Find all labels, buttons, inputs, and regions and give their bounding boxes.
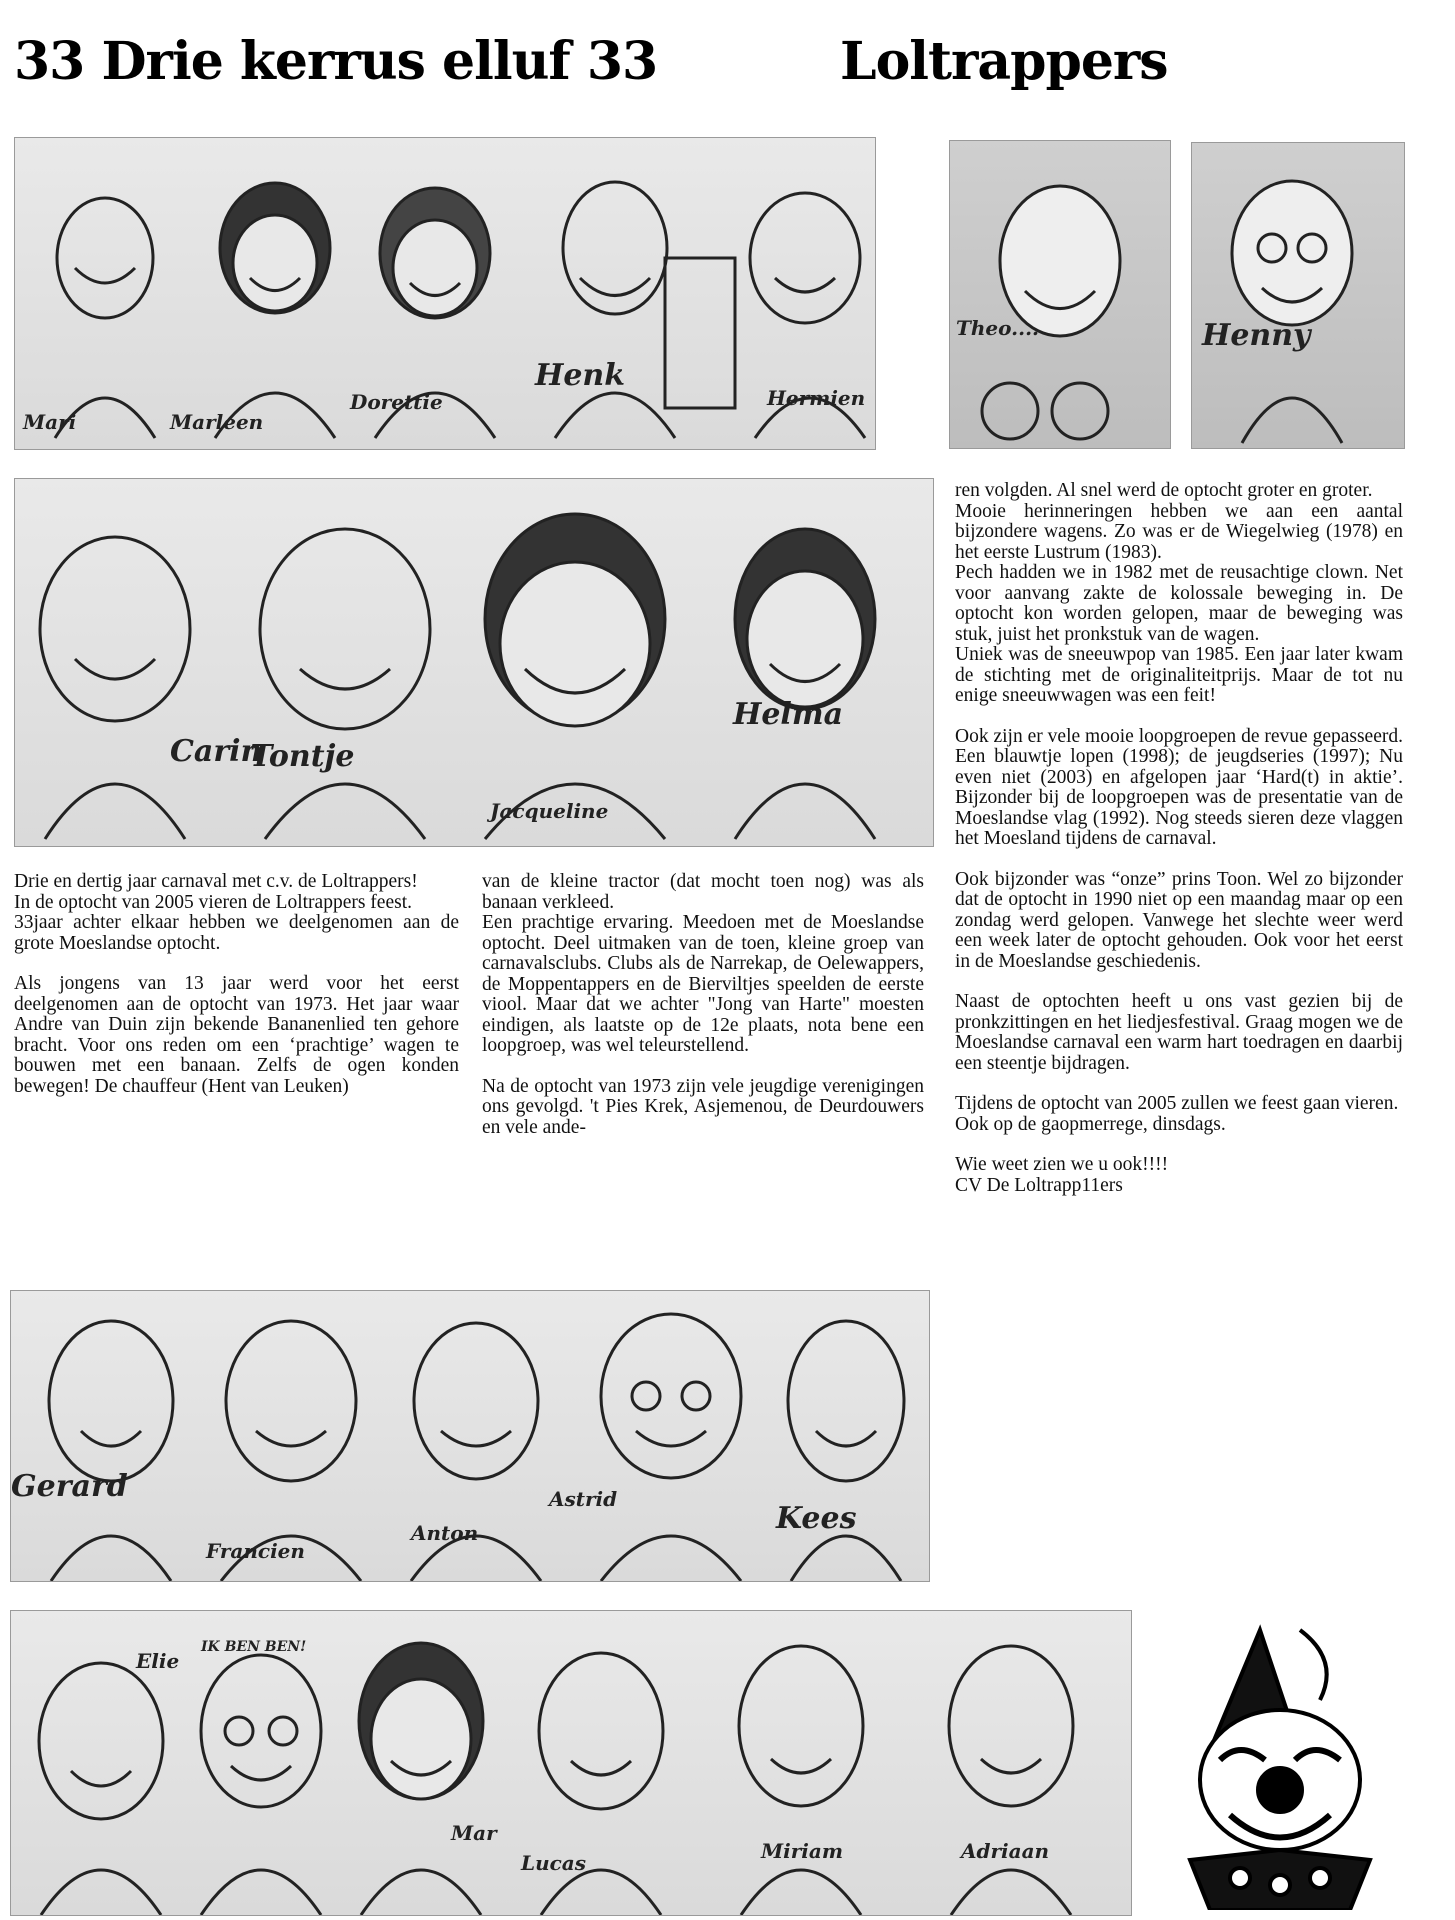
article-column-1 <box>14 872 459 1117</box>
paragraph: Een prachtige ervaring. Meedoen met de Moeslandse optocht. Deel uitmaken van de toen, kleine groep van carnavalsclubs. Clubs als de Narrekap, de Oelewappers, de Moppentappers en de Bierviltjes speelden de eerste viool. Maar dat we achter "Jong van Harte" moesten eindigen, als laatste op de 12e plaats, nota bene een loopgroep, was wel teleurstellend. <box>482 912 924 1056</box>
photo-caption: Marleen <box>170 410 264 434</box>
paragraph: In de optocht van 2005 vieren de Loltrappers feest. <box>14 891 412 913</box>
caricature-photo-henny <box>1191 142 1405 449</box>
photo-caption: Jacqueline <box>490 799 609 823</box>
photo-caption: Carin <box>170 734 263 769</box>
photo-caption: Elie <box>136 1649 180 1673</box>
caricature-photo-row-1 <box>14 137 876 450</box>
paragraph: Ook op de gaopmerrege, dinsdags. <box>955 1113 1226 1135</box>
photo-caption: Anton <box>411 1521 479 1545</box>
photo-caption: Lucas <box>521 1851 586 1875</box>
photo-caption: Dorettie <box>350 390 443 414</box>
photo-caption: Mari <box>23 410 77 434</box>
paragraph: Drie en dertig jaar carnaval met c.v. de Loltrappers! <box>14 871 418 892</box>
caricature-drawings <box>15 479 933 846</box>
photo-caption: Kees <box>776 1501 857 1536</box>
paragraph: Tijdens de optocht van 2005 zullen we feest gaan vieren. <box>955 1093 1399 1114</box>
paragraph: Uniek was de sneeuwpop van 1985. Een jaar later kwam de stichting met de originaliteitprijs. Maar de tot nu enige sneeuwwagen was een feit! <box>955 644 1403 706</box>
photo-caption: Gerard <box>11 1469 128 1504</box>
photo-caption: Mar <box>451 1821 497 1845</box>
page-title: 33 Drie kerrus elluf 33 <box>14 31 658 92</box>
paragraph: Als jongens van 13 jaar werd voor het eerst deelgenomen aan de optocht van 1973. Het jaar waar Andre van Duin zijn bekende Bananenlied ten gehore bracht. Voor ons reden om een ‘prachtige’ wagen te bouwen met een banaan. Zelfs de ogen konden bewegen! De chauffeur (Hent van Leuken) <box>14 973 459 1097</box>
photo-caption: Miriam <box>761 1839 843 1863</box>
caricature-drawings <box>15 138 875 449</box>
paragraph: Ook zijn er vele mooie loopgroepen de revue gepasseerd. Een blauwtje lopen (1998); de jeugdseries (1997); Nu even niet (2003) en afgelopen jaar ‘Hard(t) in aktie’. Bijzonder bij de loopgroepen was de presentatie van de Moeslandse vlag (1992). Nog steeds sieren deze vlaggen het Moesland tijdens de carnaval. <box>955 725 1403 849</box>
paragraph: Na de optocht van 1973 zijn vele jeugdige verenigingen ons gevolgd. 't Pies Krek, Asjemenou, de Deurdouwers en vele ande- <box>482 1075 924 1138</box>
caricature-drawing <box>1192 143 1404 448</box>
caricature-photo-row-4 <box>10 1610 1132 1916</box>
paragraph: Wie weet zien we u ook!!!! <box>955 1154 1169 1175</box>
clown-illustration <box>1180 1610 1430 1910</box>
article-column-2 <box>482 872 924 1158</box>
caricature-photo-theo <box>949 140 1171 449</box>
photo-caption: Henny <box>1202 318 1311 353</box>
paragraph: 33jaar achter elkaar hebben we deelgenomen aan de grote Moeslandse optocht. <box>14 912 459 954</box>
photo-caption: Hermien <box>767 386 866 410</box>
paragraph: Pech hadden we in 1982 met de reusachtige clown. Net voor aanvang zakte de kolossale beweging in. De optocht kon worden gelopen, maar de beweging was stuk, juist het pronkstuk van de wagen. <box>955 562 1403 645</box>
signature: CV De Loltrapp11ers <box>955 1174 1123 1196</box>
club-title: Loltrappers <box>840 31 1168 92</box>
photo-caption: Francien <box>206 1539 305 1563</box>
caricature-photo-row-3 <box>10 1290 930 1582</box>
paragraph: Mooie herinneringen hebben we aan een aantal bijzondere wagens. Zo was er de Wiegelwieg (1978) en het eerste Lustrum (1983). <box>955 500 1403 563</box>
photo-caption: Adriaan <box>961 1839 1050 1863</box>
photo-caption: Tontje <box>250 739 355 774</box>
photo-caption: Henk <box>535 358 626 393</box>
photo-caption: Helma <box>733 697 844 732</box>
paragraph: Naast de optochten heeft u ons vast gezien bij de pronkzittingen en het liedjesfestival. Graag mogen we de Moeslandse carnaval een warm hart toedragen en daarbij een steentje bijdragen. <box>955 991 1403 1074</box>
paragraph: van de kleine tractor (dat mocht toen nog) was als banaan verkleed. <box>482 871 924 913</box>
caricature-drawing <box>950 141 1170 448</box>
speech-bubble: IK BEN BEN! <box>201 1639 307 1655</box>
paragraph: ren volgden. Al snel werd de optocht groter en groter. <box>955 480 1373 501</box>
photo-caption: Astrid <box>549 1487 618 1511</box>
caricature-photo-row-2 <box>14 478 934 847</box>
paragraph: Ook bijzonder was “onze” prins Toon. Wel zo bijzonder dat de optocht in 1990 niet op een maandag maar op een zondag werd gelopen. Vanwege het slechte weer werd een week later de optocht gehouden. Ook voor het eerst in de Moeslandse geschiedenis. <box>955 868 1403 972</box>
photo-caption: Theo.... <box>956 316 1039 340</box>
article-column-3 <box>955 481 1403 1196</box>
